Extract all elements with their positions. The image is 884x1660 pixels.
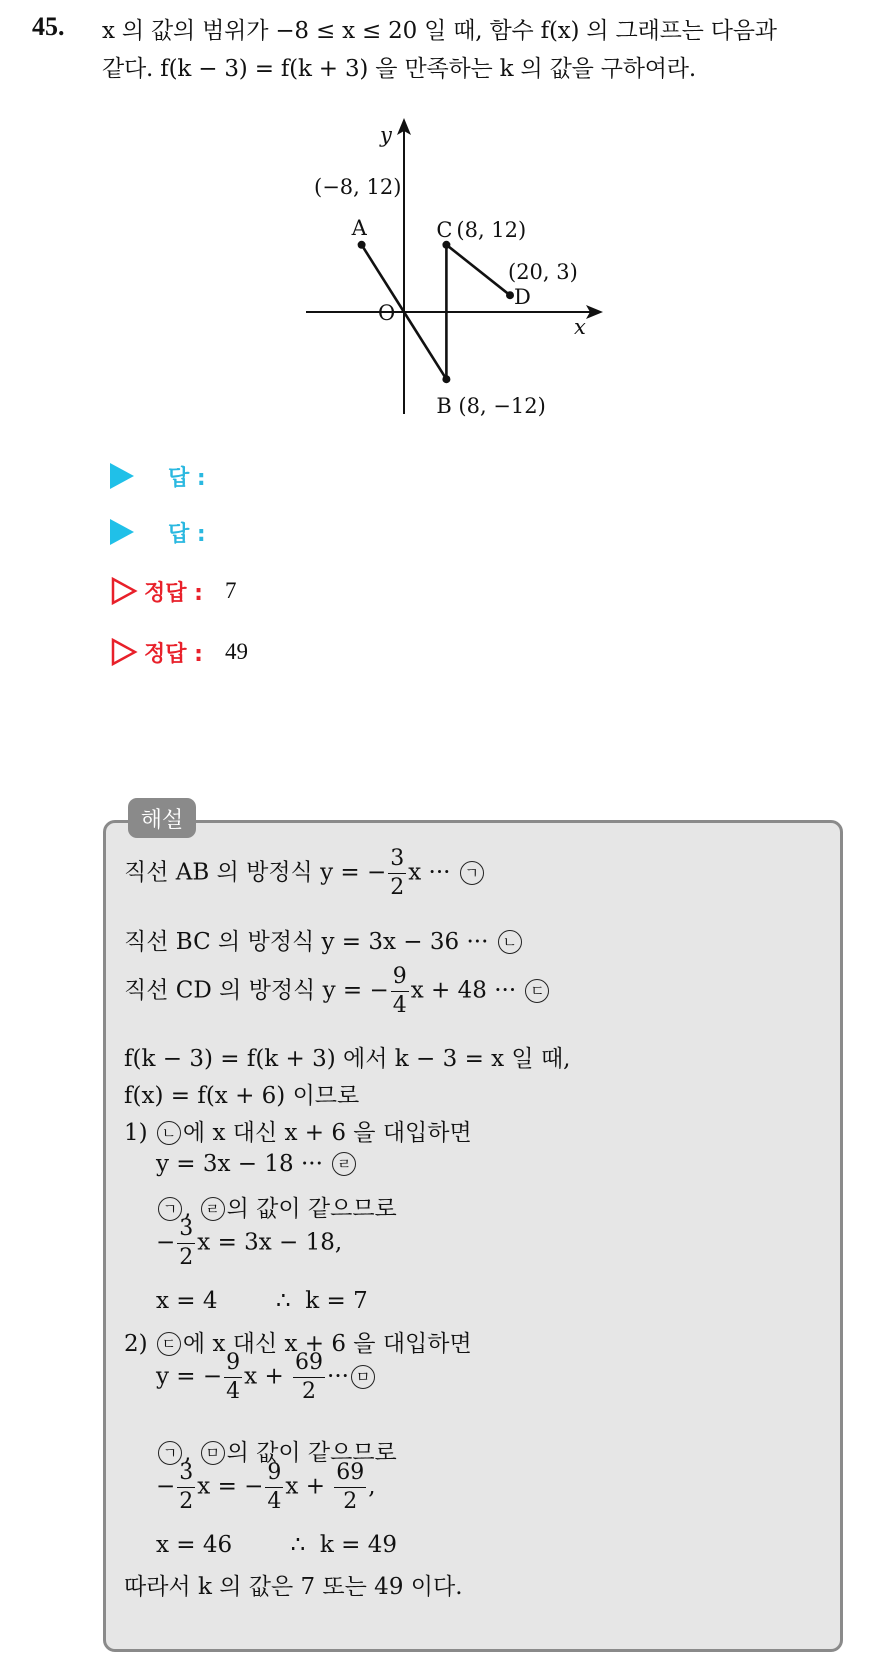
circled-mark: ㄷ — [525, 979, 549, 1003]
solution-line-ab: 직선 AB 의 방정식 y = − $\frac{3}{2}$ x ··· ㄱ — [124, 848, 486, 899]
case-1-result: x = 4 ∴ k = 7 — [156, 1288, 368, 1314]
question-line-1: x 의 값의 범위가 −8 ≤ x ≤ 20 일 때, 함수 f(x) 의 그래프는 다음과 — [102, 18, 777, 44]
answer-label: 답 : — [168, 465, 206, 491]
point-B-coords: (8, −12) — [458, 394, 546, 419]
play-icon — [110, 519, 134, 545]
fraction: $\frac{3}{2}$ — [179, 1216, 194, 1270]
answer-row-1 — [110, 458, 206, 494]
point-A-coords: (−8, 12) — [314, 175, 402, 199]
answer-label: 답 : — [168, 521, 206, 547]
solution-line-bc: 직선 BC 의 방정식 y = 3x − 36 ··· ㄴ — [124, 923, 524, 956]
case-2-equation-2: − $\frac{3}{2}$ x = − $\frac{9}{4}$ x + $\frac{69}{2}$ , — [156, 1460, 376, 1514]
point-B — [442, 375, 450, 383]
circled-mark: ㄱ — [158, 1441, 182, 1465]
fraction: $\frac{9}{4}$ — [226, 1350, 241, 1404]
solution-conclusion: 따라서 k 의 값은 7 또는 49 이다. — [124, 1574, 463, 1600]
circled-mark: ㅁ — [351, 1365, 375, 1389]
correct-answer-value: 49 — [224, 639, 248, 664]
case-2-result: x = 46 ∴ k = 49 — [156, 1532, 397, 1558]
fraction: $\frac{9}{4}$ — [392, 964, 407, 1018]
case-1-heading: 1) ㄴ 에 x 대신 x + 6 을 대입하면 — [124, 1120, 472, 1146]
correct-answer-row-1 — [110, 573, 236, 609]
graph-segment — [404, 312, 446, 379]
case-1-equation-2: − $\frac{3}{2}$ x = 3x − 18, — [156, 1216, 343, 1270]
solution-tag: 해설 — [128, 798, 196, 838]
graph-segment — [446, 245, 510, 295]
fraction: $\frac{3}{2}$ — [390, 846, 405, 900]
outline-triangle-icon — [110, 577, 138, 605]
fraction: $\frac{3}{2}$ — [179, 1460, 194, 1514]
play-icon — [110, 463, 134, 489]
circled-mark: ㄹ — [332, 1152, 356, 1176]
correct-answer-value: 7 — [224, 578, 237, 603]
function-graph — [300, 108, 620, 428]
point-D-label: D — [514, 285, 531, 310]
x-axis-label: x — [574, 315, 586, 339]
case-2-same: ㄱ , ㅁ 의 값이 같으므로 — [156, 1434, 397, 1467]
solution-line-5: f(x) = f(x + 6) 이므로 — [124, 1083, 360, 1109]
outline-triangle-icon — [110, 638, 138, 666]
fraction: $\frac{9}{4}$ — [267, 1460, 282, 1514]
case-1-same: ㄱ , ㄹ 의 값이 같으므로 — [156, 1190, 397, 1223]
circled-mark: ㄱ — [460, 861, 484, 885]
correct-answer-row-2 — [110, 634, 248, 670]
case-2-equation: y = − $\frac{9}{4}$ x + $\frac{69}{2}$ ··· ㅁ — [156, 1352, 377, 1403]
point-C — [442, 241, 450, 249]
point-A-label: A — [351, 215, 367, 240]
answer-row-2 — [110, 514, 206, 550]
question-line-2: 같다. f(k − 3) = f(k + 3) 을 만족하는 k 의 값을 구하여라. — [102, 56, 696, 82]
question-text — [102, 12, 872, 88]
point-C-label: C — [436, 217, 453, 242]
circled-mark: ㄷ — [157, 1332, 181, 1356]
circled-mark: ㄴ — [498, 930, 522, 954]
correct-answer-label: 정답 : — [144, 580, 203, 606]
point-C-coords: (8, 12) — [456, 217, 527, 242]
fraction: $\frac{69}{2}$ — [295, 1350, 324, 1404]
circled-mark: ㄴ — [157, 1121, 181, 1145]
y-axis-label: y — [380, 123, 392, 147]
correct-answer-label: 정답 : — [144, 641, 203, 667]
case-2-heading: 2) ㄷ 에 x 대신 x + 6 을 대입하면 — [124, 1331, 472, 1357]
point-D — [506, 291, 514, 299]
fraction: $\frac{69}{2}$ — [336, 1460, 365, 1514]
point-A — [358, 241, 366, 249]
origin-label: O — [378, 301, 396, 325]
circled-mark: ㅁ — [201, 1441, 225, 1465]
point-D-coords: (20, 3) — [508, 260, 578, 285]
case-1-equation: y = 3x − 18 ··· ㄹ — [156, 1151, 358, 1177]
circled-mark: ㄹ — [201, 1197, 225, 1221]
point-B-label: B — [436, 394, 452, 419]
circled-mark: ㄱ — [158, 1197, 182, 1221]
question-number: 45. — [32, 12, 65, 41]
solution-line-4: f(k − 3) = f(k + 3) 에서 k − 3 = x 일 때, — [124, 1046, 571, 1072]
solution-line-cd: 직선 CD 의 방정식 y = − $\frac{9}{4}$ x + 48 ··· ㄷ — [124, 966, 551, 1017]
